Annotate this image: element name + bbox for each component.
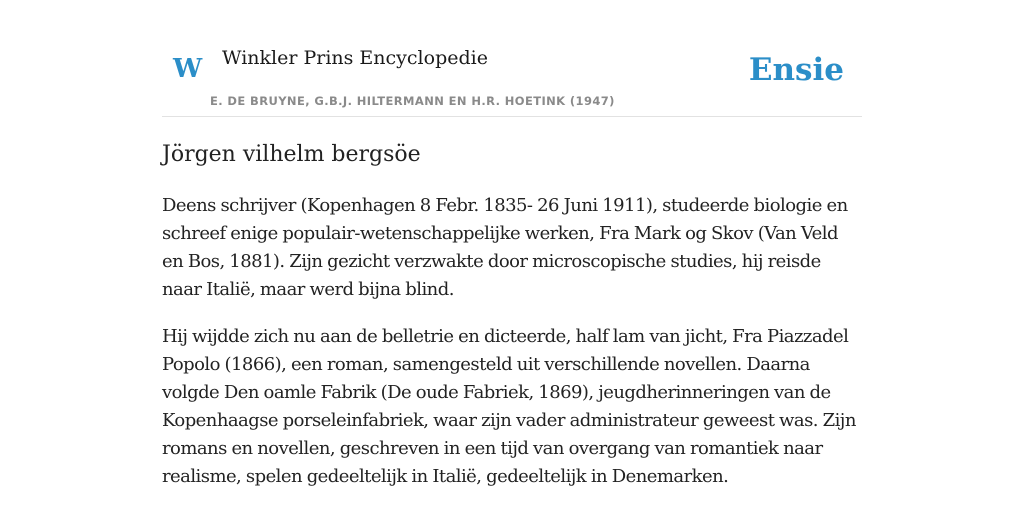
winkler-prins-logo-icon: W [173,54,203,84]
source-authors: E. DE BRUYNE, G.B.J. HILTERMANN EN H.R. HOETINK (1947) [210,94,615,108]
article-paragraph: Hij wijdde zich nu aan de belletrie en dicteerde, half lam van jicht, Fra Piazzadel Popolo (1866), een roman, samengesteld uit verschillende novellen. Daarna volgde Den oamle Fabrik (De oude Fabriek, 1869), jeugdherinneringen van de Kopenhaagse porseleinfabriek, waar zijn vader administrateur geweest was. Zijn romans en novellen, geschreven in een tijd van overgang van romantiek naar realisme, spelen gedeeltelijk in Italië, gedeeltelijk in Denemarken. [162,326,856,487]
source-title-link[interactable]: Winkler Prins Encyclopedie [222,47,488,69]
article-title: Jörgen vilhelm bergsöe [162,142,421,167]
article-paragraph: Deens schrijver (Kopenhagen 8 Febr. 1835- 26 Juni 1911), studeerde biologie en schreef enige populair-wetenschappelijke werken, Fra Mark og Skov (Van Veld en Bos, 1881). Zijn gezicht verzwakte door microscopische studies, hij reisde naar Italië, maar werd bijna blind. [162,195,848,300]
article-body [162,192,862,510]
ensie-brand-logo[interactable]: Ensie [748,52,844,88]
source-header [162,0,862,117]
